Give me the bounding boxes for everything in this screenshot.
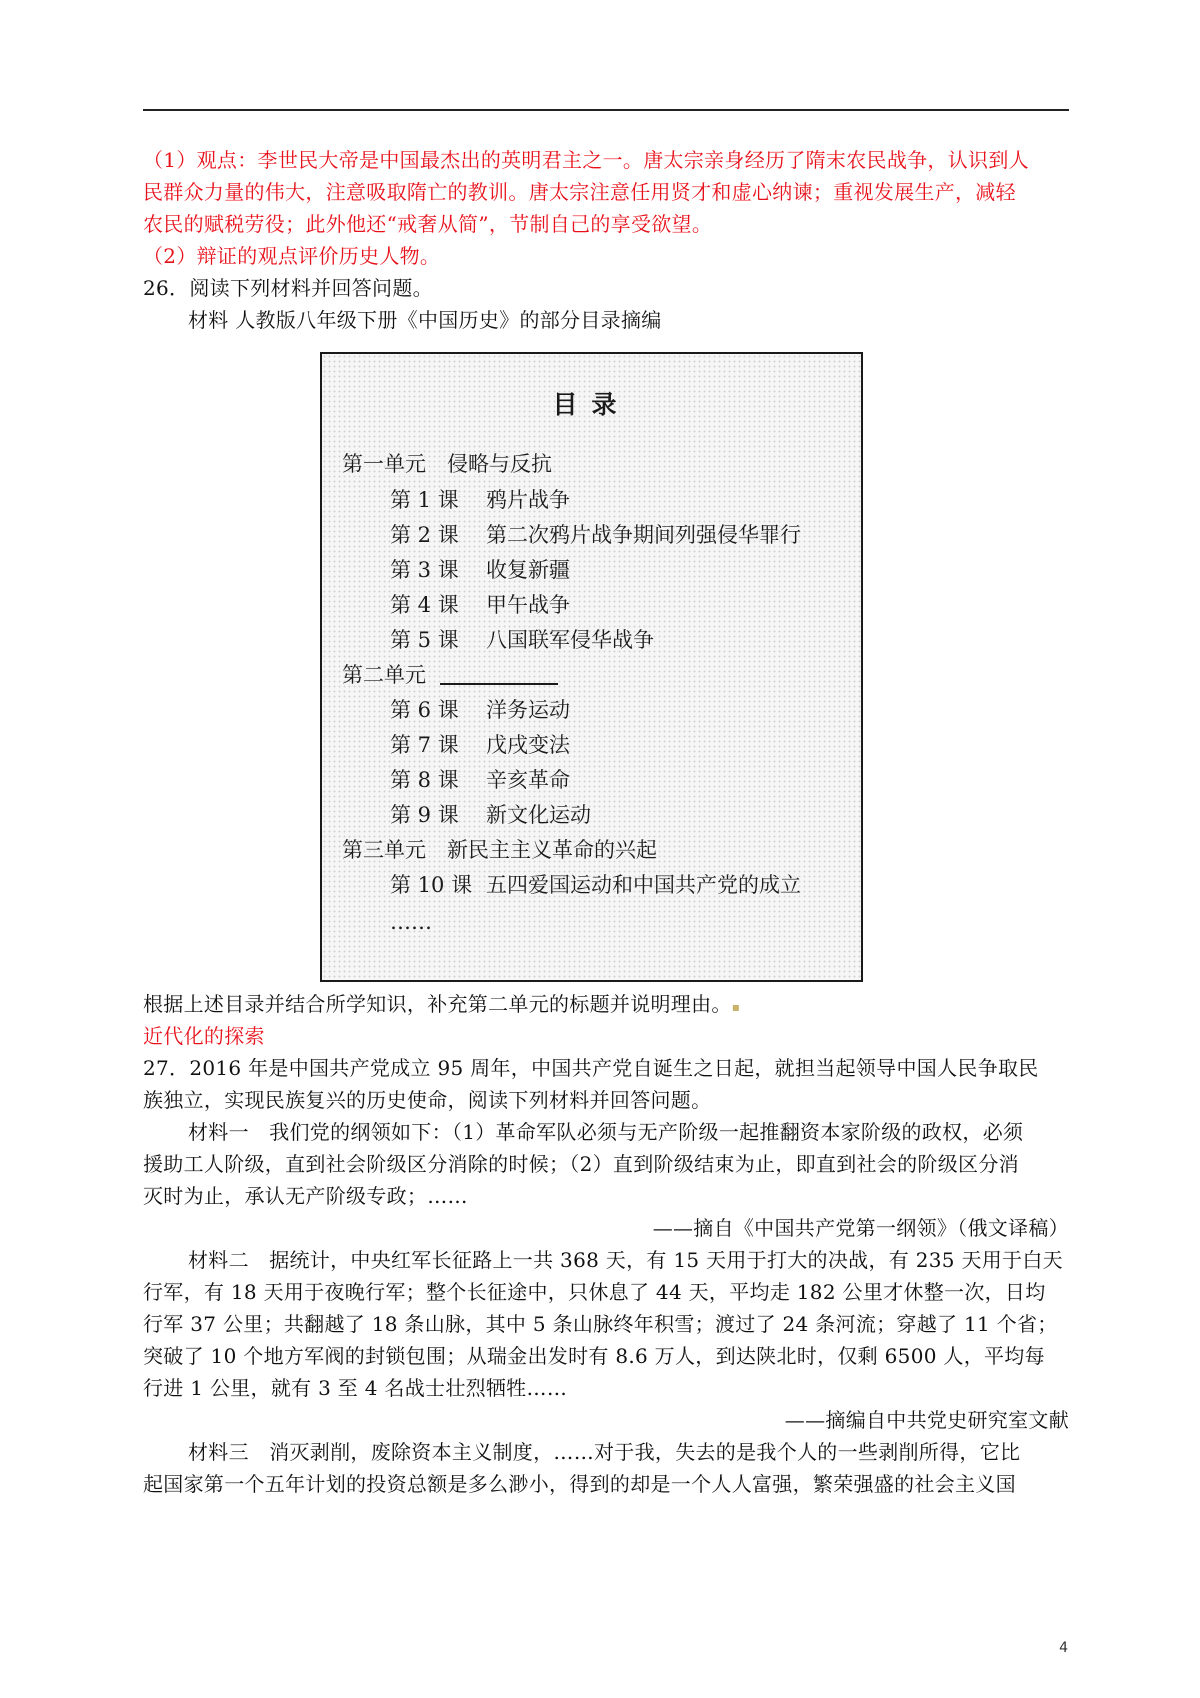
- header-rule: [143, 109, 1069, 111]
- toc-unit-3: 第三单元 新民主主义革命的兴起: [342, 838, 657, 862]
- question-27-stem: 族独立，实现民族复兴的历史使命，阅读下列材料并回答问题。: [143, 1088, 712, 1112]
- answer-line: 农民的赋税劳役；此外他还“戒奢从简”，节制自己的享受欲望。: [143, 212, 713, 236]
- toc-lesson: 第 1 课 鸦片战争: [390, 488, 570, 512]
- toc-lesson: 第 10 课 五四爱国运动和中国共产党的成立: [390, 873, 801, 897]
- toc-lesson: 第 6 课 洋务运动: [390, 698, 570, 722]
- material-3: 材料三 消灭剥削，废除资本主义制度，……对于我，失去的是我个人的一些剥削所得，它比: [188, 1440, 1021, 1464]
- material-2: 材料二 据统计，中央红军长征路上一共 368 天，有 15 天用于打大的决战，有 235 天用于白天: [188, 1248, 1063, 1272]
- toc-unit-1: 第一单元 侵略与反抗: [342, 452, 552, 476]
- material-2: 行进 1 公里，就有 3 至 4 名战士壮烈牺牲……: [143, 1376, 568, 1400]
- answer-line: （1）观点：李世民大帝是中国最杰出的英明君主之一。唐太宗亲身经历了隋末农民战争，认识到人: [143, 148, 1029, 172]
- answer-line: 民群众力量的伟大，注意吸取隋亡的教训。唐太宗注意任用贤才和虚心纳谏；重视发展生产，减轻: [143, 180, 1016, 204]
- toc-lesson: 第 9 课 新文化运动: [390, 803, 591, 827]
- material-2: 突破了 10 个地方军阀的封锁包围；从瑞金出发时有 8.6 万人，到达陕北时，仅剩 6500 人，平均每: [143, 1344, 1045, 1368]
- question-26-prompt: 根据上述目录并结合所学知识，补充第二单元的标题并说明理由。▪: [143, 992, 741, 1016]
- toc-blank-line: [440, 668, 558, 685]
- material-1: 材料一 我们党的纲领如下：（1）革命军队必须与无产阶级一起推翻资本家阶级的政权，必须: [188, 1120, 1024, 1144]
- question-27-stem: 27．2016 年是中国共产党成立 95 周年，中国共产党自诞生之日起，就担当起领导中国人民争取民: [143, 1056, 1039, 1080]
- page-number: 4: [1059, 1640, 1068, 1656]
- marker-dot: ▪: [731, 1000, 741, 1014]
- question-26-stem: 26．阅读下列材料并回答问题。: [143, 276, 433, 300]
- material-3: 起国家第一个五年计划的投资总额是多么渺小，得到的却是一个人人富强，繁荣强盛的社会主义国: [143, 1472, 1016, 1496]
- toc-lesson: 第 7 课 戊戌变法: [390, 733, 570, 757]
- material-2: 行军 37 公里；共翻越了 18 条山脉，其中 5 条山脉终年积雪；渡过了 24 条河流；穿越了 11 个省；: [143, 1312, 1058, 1336]
- material-1: 灭时为止，承认无产阶级专政；……: [143, 1184, 468, 1208]
- material-1-source: ——摘自《中国共产党第一纲领》（俄文译稿）: [652, 1216, 1069, 1240]
- toc-lesson: 第 4 课 甲午战争: [390, 593, 570, 617]
- toc-unit-2: 第二单元: [342, 662, 558, 688]
- toc-lesson: 第 8 课 辛亥革命: [390, 768, 570, 792]
- table-of-contents-image: [320, 352, 863, 982]
- answer-line: （2）辩证的观点评价历史人物。: [143, 244, 441, 268]
- toc-title: 目录: [552, 390, 631, 419]
- toc-lesson: 第 5 课 八国联军侵华战争: [390, 628, 654, 652]
- material-2: 行军，有 18 天用于夜晚行军；整个长征途中，只休息了 44 天，平均走 182 公里才休整一次，日均: [143, 1280, 1046, 1304]
- toc-lesson: 第 3 课 收复新疆: [390, 558, 570, 582]
- material-1: 援助工人阶级，直到社会阶级区分消除的时候；（2）直到阶级结束为止，即直到社会的阶级区分消: [143, 1152, 1019, 1176]
- material-2-source: ——摘编自中共党史研究室文献: [784, 1408, 1069, 1432]
- question-26-material: 材料 人教版八年级下册《中国历史》的部分目录摘编: [188, 308, 662, 332]
- answer-line: 近代化的探索: [143, 1024, 265, 1048]
- toc-ellipsis: ……: [390, 910, 432, 934]
- toc-lesson: 第 2 课 第二次鸦片战争期间列强侵华罪行: [390, 523, 801, 547]
